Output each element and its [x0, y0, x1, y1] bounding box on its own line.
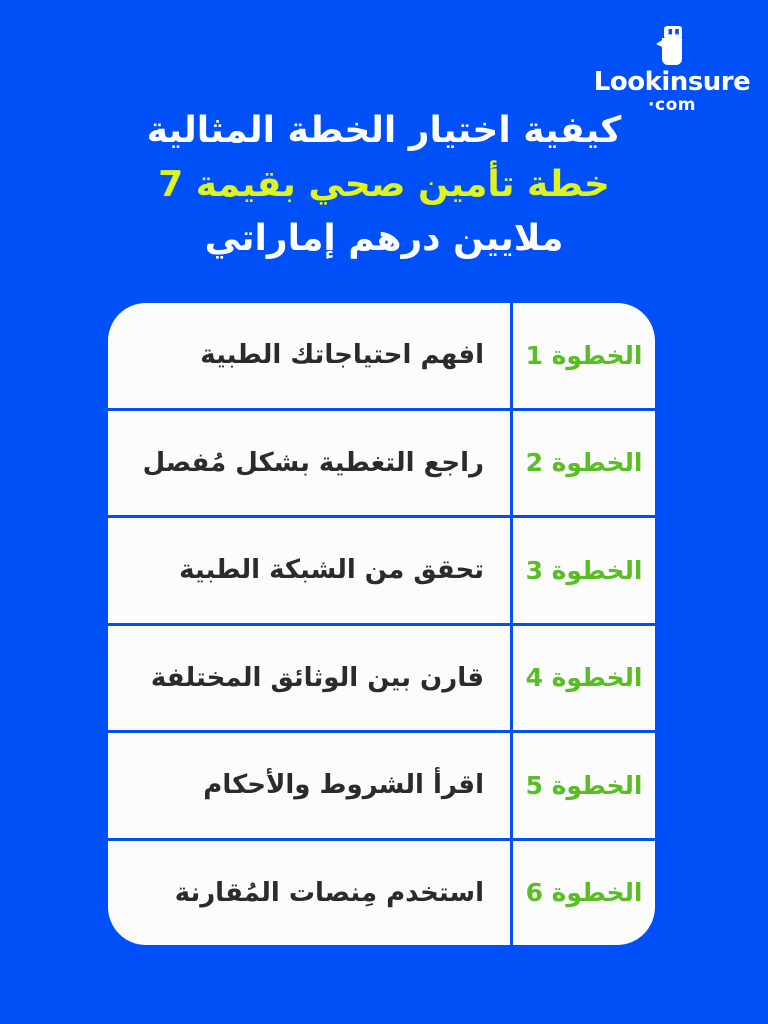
step-text-5: اقرأ الشروط والأحكام	[108, 733, 510, 838]
step-text-6: استخدم مِنصات المُقارنة	[108, 841, 510, 946]
title-line-2: خطة تأمين صحي بقيمة 7	[158, 164, 610, 205]
title-line-3: ملايين درهم إماراتي	[204, 218, 564, 259]
step-label-1: الخطوة 1	[513, 303, 655, 408]
page-title	[0, 104, 768, 266]
step-row-4	[108, 626, 655, 731]
step-text-3: تحقق من الشبكة الطبية	[108, 518, 510, 623]
brand-logo	[594, 26, 750, 114]
step-text-1: افهم احتياجاتك الطبية	[108, 303, 510, 408]
title-line-1: كيفية اختيار الخطة المثالية	[146, 110, 622, 151]
step-label-6: الخطوة 6	[513, 841, 655, 946]
step-label-5: الخطوة 5	[513, 733, 655, 838]
step-row-6	[108, 841, 655, 946]
step-text-4: قارن بين الوثائق المختلفة	[108, 626, 510, 731]
brand-tld: ·com	[648, 94, 696, 115]
step-row-2	[108, 411, 655, 516]
step-row-1	[108, 303, 655, 408]
step-text-2: راجع التغطية بشكل مُفصل	[108, 411, 510, 516]
step-label-2: الخطوة 2	[513, 411, 655, 516]
step-label-4: الخطوة 4	[513, 626, 655, 731]
step-row-5	[108, 733, 655, 838]
step-row-3	[108, 518, 655, 623]
steps-card	[108, 303, 655, 945]
step-label-3: الخطوة 3	[513, 518, 655, 623]
brand-name: Lookinsure	[593, 67, 751, 97]
bird-mascot-icon	[655, 26, 689, 72]
